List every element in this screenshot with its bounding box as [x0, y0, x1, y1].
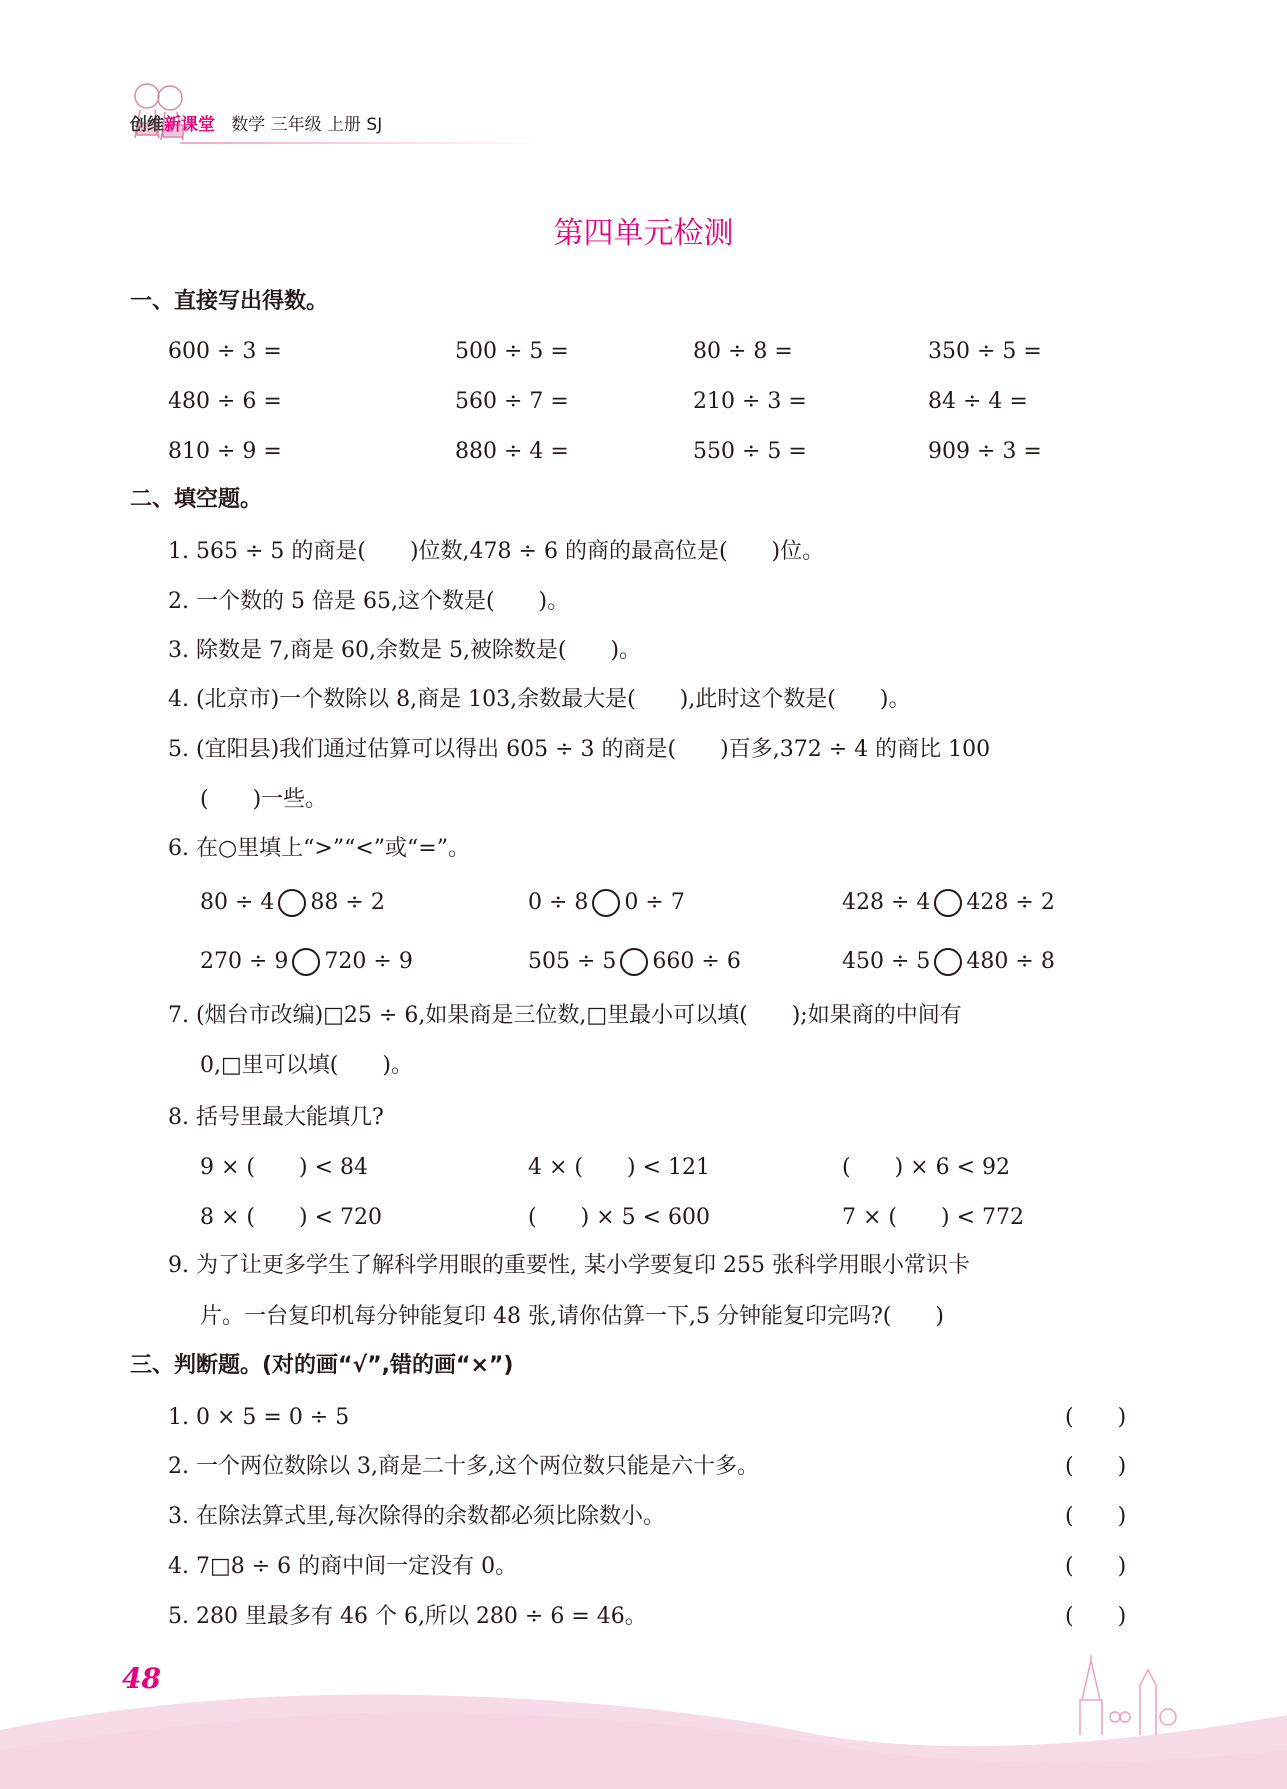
brand-name-highlight: 新课堂	[164, 115, 215, 135]
compare-right: 480 ÷ 8	[966, 949, 1055, 974]
header-book-title	[130, 110, 382, 135]
answer-circle[interactable]	[934, 889, 962, 917]
castle-illustration	[1030, 1655, 1190, 1755]
answer-parentheses[interactable]: ( )	[1065, 1604, 1127, 1629]
answer-parentheses[interactable]: ( )	[1065, 1454, 1127, 1479]
answer-circle[interactable]	[278, 889, 306, 917]
calc-item: 80 ÷ 8 =	[693, 339, 793, 364]
question-7-line-2: 0,□里可以填( )。	[200, 1053, 413, 1078]
compare-right: 0 ÷ 7	[624, 890, 685, 915]
compare-right: 428 ÷ 2	[966, 890, 1055, 915]
answer-circle[interactable]	[620, 948, 648, 976]
calc-item: 84 ÷ 4 =	[928, 389, 1028, 414]
section-3-heading: 三、判断题。(对的画“√”,错的画“×”)	[130, 1353, 514, 1378]
book-subtitle: 数学 三年级 上册 SJ	[231, 115, 383, 135]
section-1-heading: 一、直接写出得数。	[130, 289, 329, 314]
judgment-item: 2. 一个两位数除以 3,商是二十多,这个两位数只能是六十多。	[168, 1454, 759, 1479]
calc-item: 600 ÷ 3 =	[168, 339, 282, 364]
calc-item: 210 ÷ 3 =	[693, 389, 807, 414]
answer-circle[interactable]	[592, 889, 620, 917]
inequality-item: 8 × ( ) < 720	[200, 1205, 382, 1230]
calc-item: 810 ÷ 9 =	[168, 439, 282, 464]
question-5-line-2: ( )一些。	[200, 787, 328, 812]
question-4: 4. (北京市)一个数除以 8,商是 103,余数最大是( ),此时这个数是( )。	[168, 687, 911, 712]
judgment-item: 1. 0 × 5 = 0 ÷ 5	[168, 1405, 350, 1430]
question-9-line-1: 9. 为了让更多学生了解科学用眼的重要性, 某小学要复印 255 张科学用眼小常识卡	[168, 1253, 970, 1278]
inequality-item: ( ) × 5 < 600	[528, 1205, 710, 1230]
calc-item: 560 ÷ 7 =	[455, 389, 569, 414]
compare-left: 80 ÷ 4	[200, 890, 275, 915]
header-divider	[180, 142, 550, 144]
compare-item	[200, 948, 413, 976]
calc-item: 880 ÷ 4 =	[455, 439, 569, 464]
answer-parentheses[interactable]: ( )	[1065, 1405, 1127, 1430]
compare-right: 88 ÷ 2	[310, 890, 385, 915]
calc-item: 480 ÷ 6 =	[168, 389, 282, 414]
brand-name: 创维	[130, 115, 164, 135]
question-1: 1. 565 ÷ 5 的商是( )位数,478 ÷ 6 的商的最高位是( )位。	[168, 539, 825, 564]
compare-item	[528, 889, 685, 917]
compare-right: 720 ÷ 9	[324, 949, 413, 974]
answer-circle[interactable]	[934, 948, 962, 976]
section-2-heading: 二、填空题。	[130, 487, 263, 512]
question-2: 2. 一个数的 5 倍是 65,这个数是( )。	[168, 589, 570, 614]
inequality-item: ( ) × 6 < 92	[842, 1155, 1010, 1180]
inequality-item: 7 × ( ) < 772	[842, 1205, 1024, 1230]
inequality-item: 9 × ( ) < 84	[200, 1155, 368, 1180]
page-number: 48	[122, 1662, 161, 1695]
compare-item	[842, 889, 1055, 917]
judgment-item: 5. 280 里最多有 46 个 6,所以 280 ÷ 6 = 46。	[168, 1604, 647, 1629]
inequality-item: 4 × ( ) < 121	[528, 1155, 710, 1180]
answer-circle[interactable]	[292, 948, 320, 976]
compare-left: 0 ÷ 8	[528, 890, 589, 915]
judgment-item: 4. 7□8 ÷ 6 的商中间一定没有 0。	[168, 1554, 518, 1579]
compare-item	[528, 948, 741, 976]
compare-left: 450 ÷ 5	[842, 949, 931, 974]
calc-item: 909 ÷ 3 =	[928, 439, 1042, 464]
judgment-item: 3. 在除法算式里,每次除得的余数都必须比除数小。	[168, 1504, 665, 1529]
compare-right: 660 ÷ 6	[652, 949, 741, 974]
compare-left: 270 ÷ 9	[200, 949, 289, 974]
page-title: 第四单元检测	[553, 216, 734, 251]
compare-item	[842, 948, 1055, 976]
calc-item: 550 ÷ 5 =	[693, 439, 807, 464]
question-8: 8. 括号里最大能填几?	[168, 1105, 384, 1130]
question-3: 3. 除数是 7,商是 60,余数是 5,被除数是( )。	[168, 638, 642, 663]
answer-parentheses[interactable]: ( )	[1065, 1504, 1127, 1529]
question-6: 6. 在○里填上“>”“<”或“=”。	[168, 836, 470, 861]
calc-item: 350 ÷ 5 =	[928, 339, 1042, 364]
compare-left: 428 ÷ 4	[842, 890, 931, 915]
compare-left: 505 ÷ 5	[528, 949, 617, 974]
question-7-line-1: 7. (烟台市改编)□25 ÷ 6,如果商是三位数,□里最小可以填( );如果商的中间有	[168, 1003, 962, 1028]
question-9-line-2: 片。一台复印机每分钟能复印 48 张,请你估算一下,5 分钟能复印完吗?( )	[200, 1304, 944, 1329]
compare-item	[200, 889, 385, 917]
answer-parentheses[interactable]: ( )	[1065, 1554, 1127, 1579]
question-5-line-1: 5. (宜阳县)我们通过估算可以得出 605 ÷ 3 的商是( )百多,372 ÷ 4 的商比 100	[168, 737, 991, 762]
calc-item: 500 ÷ 5 =	[455, 339, 569, 364]
